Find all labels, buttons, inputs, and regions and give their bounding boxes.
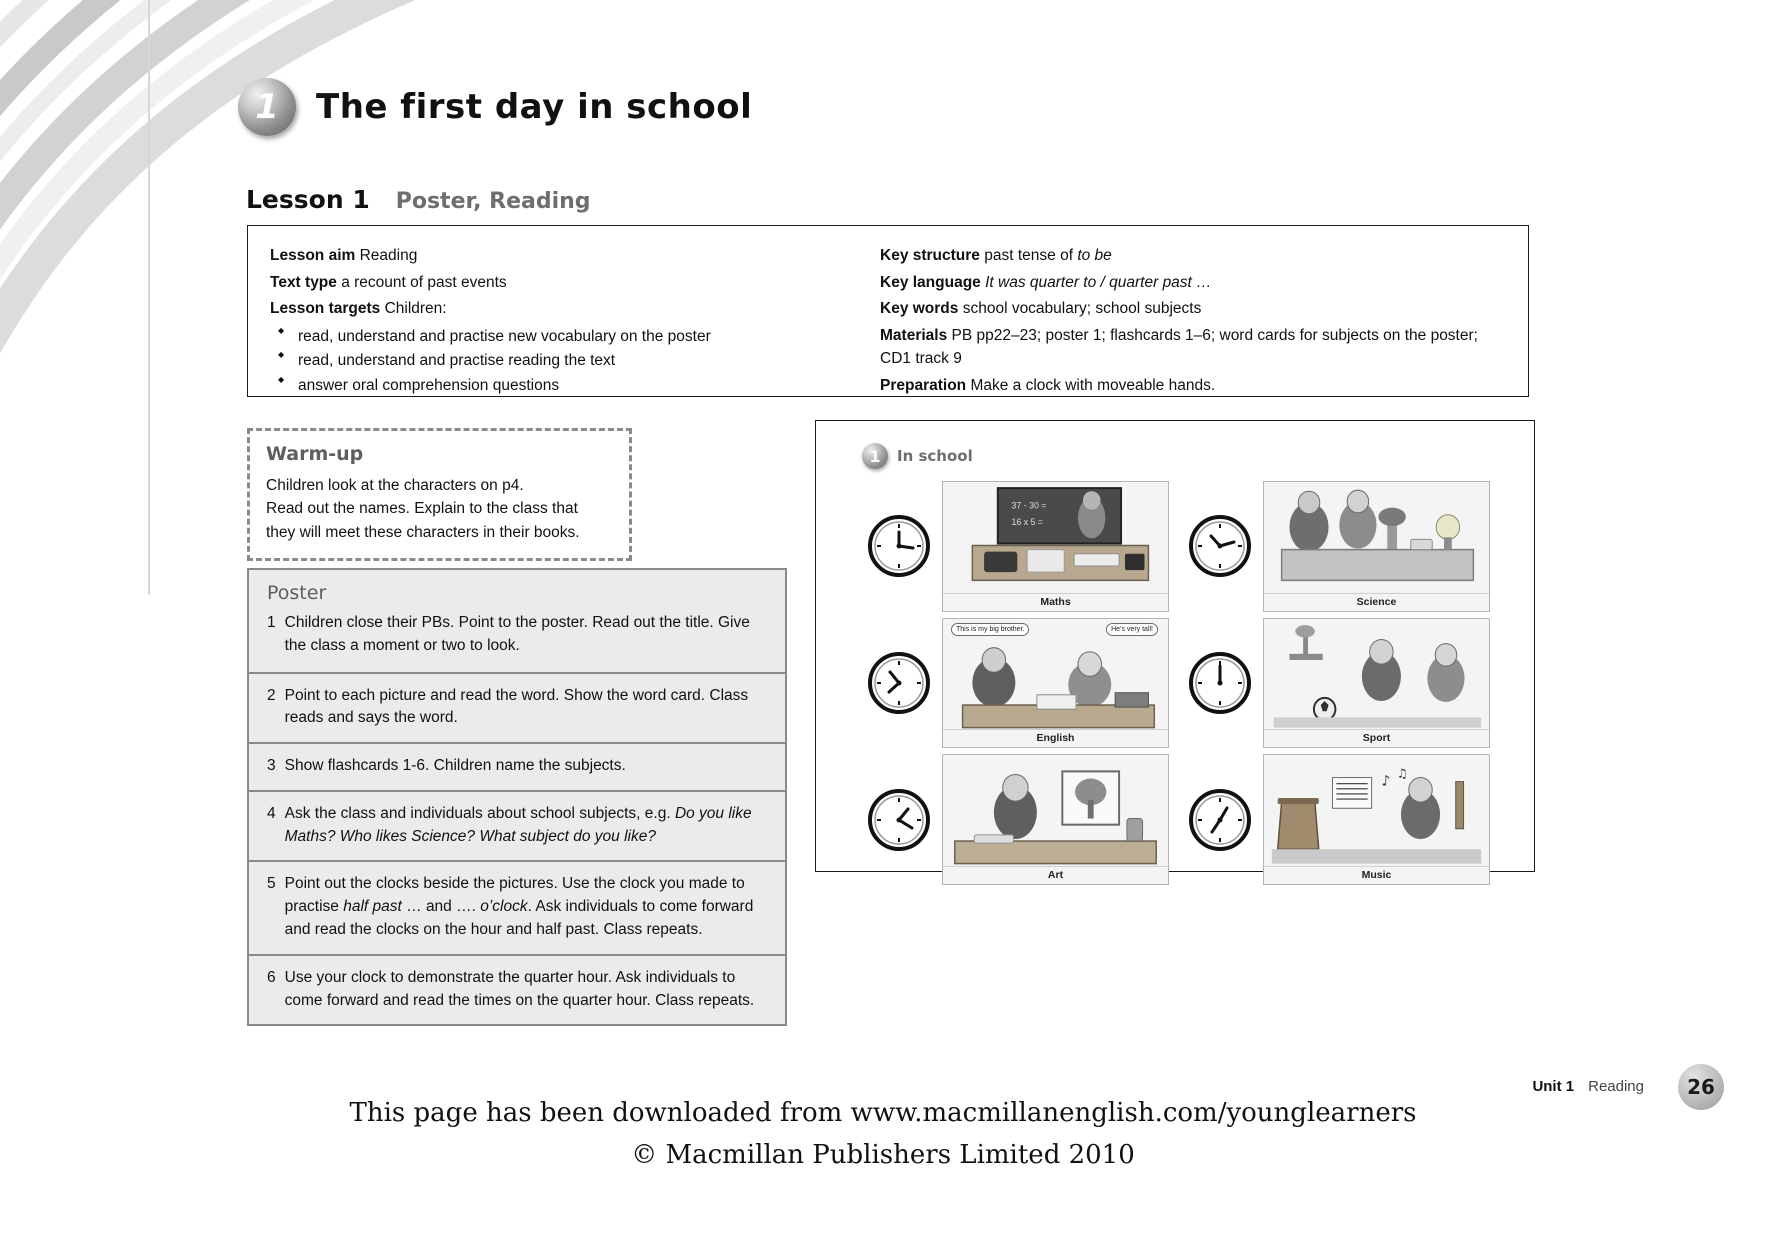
step-text-plain: Ask the class and individuals about school subjects, e.g. <box>284 804 675 822</box>
list-item: ◆ read, understand and practise reading the text <box>270 349 836 373</box>
poster-tile <box>942 754 1169 885</box>
poster-step <box>249 672 785 743</box>
left-rule <box>148 0 150 595</box>
lesson-targets-value: Children: <box>384 300 447 318</box>
text-type-value: a recount of past events <box>341 273 507 291</box>
text-type-line <box>270 271 836 295</box>
tile-caption: Art <box>943 866 1168 884</box>
footer-unit-label: Unit 1 <box>1532 1078 1575 1095</box>
tile-scene-music <box>1264 755 1489 866</box>
lesson-info-left <box>248 226 858 396</box>
unit-footer <box>1532 1078 1644 1095</box>
poster-tile <box>1263 481 1490 612</box>
svg-text:♫: ♫ <box>1397 766 1408 781</box>
step-text <box>285 873 767 941</box>
tile-scene-art <box>943 755 1168 866</box>
artwork-label: In school <box>897 447 973 465</box>
poster-tile-grid <box>862 481 1490 881</box>
clock-icon <box>862 481 936 612</box>
step-number: 6 <box>267 968 276 986</box>
preparation-label: Preparation <box>880 376 967 394</box>
poster-tile <box>942 481 1169 612</box>
tile-scene-maths <box>943 482 1168 593</box>
clock-icon <box>1183 481 1257 612</box>
clock-icon <box>862 754 936 885</box>
speech-bubble: This is my big brother. <box>951 623 1029 636</box>
poster-tile <box>1263 618 1490 749</box>
tile-scene-science <box>1264 482 1489 593</box>
key-words-label: Key words <box>880 300 959 318</box>
step-text-after: . Ask individuals to come forward and read the clocks on the hour and half past. Class repeats. <box>284 898 754 939</box>
list-item: ◆ read, understand and practise new vocabulary on the poster <box>270 325 836 349</box>
step-number: 3 <box>267 757 276 775</box>
key-words-value: school vocabulary; school subjects <box>962 300 1202 318</box>
key-structure-value: past tense of <box>984 247 1078 264</box>
materials-line <box>880 324 1506 371</box>
step-number: 1 <box>267 614 276 631</box>
tile-caption: Science <box>1264 593 1489 611</box>
clock-icon <box>862 618 936 749</box>
key-structure-label: Key structure <box>880 247 980 264</box>
clock-icon <box>1183 754 1257 885</box>
key-structure-italic: to be <box>1077 247 1112 264</box>
key-words-line <box>880 297 1506 321</box>
step-text-italic-2: o’clock <box>480 898 528 916</box>
copyright-line: © Macmillan Publishers Limited 2010 <box>631 1140 1135 1170</box>
speech-bubble: He’s very tall! <box>1106 623 1158 636</box>
step-text: Show flashcards 1-6. Children name the subjects. <box>284 757 626 775</box>
poster-step <box>249 742 785 790</box>
tile-caption: Maths <box>943 593 1168 611</box>
lesson-targets-line <box>270 297 836 321</box>
key-language-line <box>880 271 1506 295</box>
poster-tile <box>1263 754 1490 885</box>
download-notice-line-1: This page has been downloaded from www.macmillanenglish.com/younglearners <box>349 1098 1417 1128</box>
poster-step <box>249 860 785 953</box>
lesson-aim-value: Reading <box>359 247 418 264</box>
tile-caption: Music <box>1264 866 1489 884</box>
unit-title-row <box>238 78 752 136</box>
unit-number-badge: 1 <box>238 78 296 136</box>
step-number: 5 <box>267 875 276 893</box>
poster-cell <box>862 481 1169 612</box>
preparation-line <box>880 374 1506 398</box>
warm-up-line-2: Read out the names. Explain to the class that <box>266 500 578 518</box>
lesson-aim-line <box>270 244 836 268</box>
step-text-italic: half past <box>343 898 402 916</box>
lesson-subtitle: Poster, Reading <box>395 189 591 214</box>
lesson-number: Lesson 1 <box>246 185 370 214</box>
warm-up-line-3: they will meet these characters in their books. <box>266 523 580 541</box>
tile-caption: English <box>943 729 1168 747</box>
text-type-label: Text type <box>270 273 337 291</box>
poster-step <box>249 610 785 672</box>
poster-cell <box>1183 481 1490 612</box>
poster-section-title: Poster <box>267 582 327 604</box>
lesson-info-box <box>247 225 1529 397</box>
svg-text:16 x 5 =: 16 x 5 = <box>1011 516 1044 528</box>
clock-icon <box>1183 618 1257 749</box>
preparation-value: Make a clock with moveable hands. <box>970 376 1216 394</box>
poster-tile <box>942 618 1169 749</box>
step-text-plain: Point out the clocks beside the pictures. Use the clock you made to practise <box>284 875 745 916</box>
step-number: 4 <box>267 804 276 822</box>
warm-up-title: Warm-up <box>266 443 364 465</box>
lesson-heading <box>246 185 591 214</box>
lesson-targets-label: Lesson targets <box>270 300 381 318</box>
step-number: 2 <box>267 686 276 704</box>
footer-lesson-label: Reading <box>1588 1078 1644 1095</box>
artwork-heading <box>862 443 973 469</box>
step-text <box>285 803 767 849</box>
tile-scene-english <box>943 619 1168 730</box>
step-text-italic: Do you like Maths? Who likes Science? What subject do you like? <box>284 804 752 845</box>
poster-artwork-panel <box>815 420 1535 881</box>
tile-scene-sport <box>1264 619 1489 730</box>
poster-cell <box>862 754 1169 885</box>
svg-text:37 - 30 =: 37 - 30 = <box>1011 500 1047 511</box>
tile-caption: Sport <box>1264 729 1489 747</box>
materials-value: PB pp22–23; poster 1; flashcards 1–6; word cards for subjects on the poster; CD1 track 9 <box>880 326 1478 368</box>
step-text: Children close their PBs. Point to the poster. Read out the title. Give the class a moment or two to look. <box>284 614 750 654</box>
poster-cell <box>1183 754 1490 885</box>
poster-cell <box>1183 618 1490 749</box>
key-language-value: It was quarter to / quarter past … <box>985 273 1212 291</box>
step-text-mid: … and …. <box>401 898 481 916</box>
list-item: ◆ answer oral comprehension questions <box>270 374 836 398</box>
poster-step <box>249 954 785 1025</box>
poster-activity-box <box>247 568 787 1026</box>
lesson-info-right <box>858 226 1528 396</box>
artwork-number-badge: 1 <box>862 443 888 469</box>
poster-step <box>249 790 785 861</box>
page-number: 26 <box>1678 1064 1724 1110</box>
page-title: The first day in school <box>316 87 753 127</box>
materials-label: Materials <box>880 326 948 344</box>
lesson-aim-label: Lesson aim <box>270 247 356 264</box>
svg-text:♪: ♪ <box>1381 773 1391 791</box>
warm-up-line-1: Children look at the characters on p4. <box>266 477 524 494</box>
lesson-targets-list <box>270 325 836 398</box>
poster-cell <box>862 618 1169 749</box>
step-text: Point to each picture and read the word. Show the word card. Class reads and says the word. <box>284 686 749 727</box>
key-language-label: Key language <box>880 273 981 291</box>
warm-up-box <box>247 428 632 561</box>
step-text: Use your clock to demonstrate the quarter hour. Ask individuals to come forward and read the times on the quarter hour. Class repeats. <box>284 968 755 1009</box>
key-structure-line <box>880 244 1506 268</box>
